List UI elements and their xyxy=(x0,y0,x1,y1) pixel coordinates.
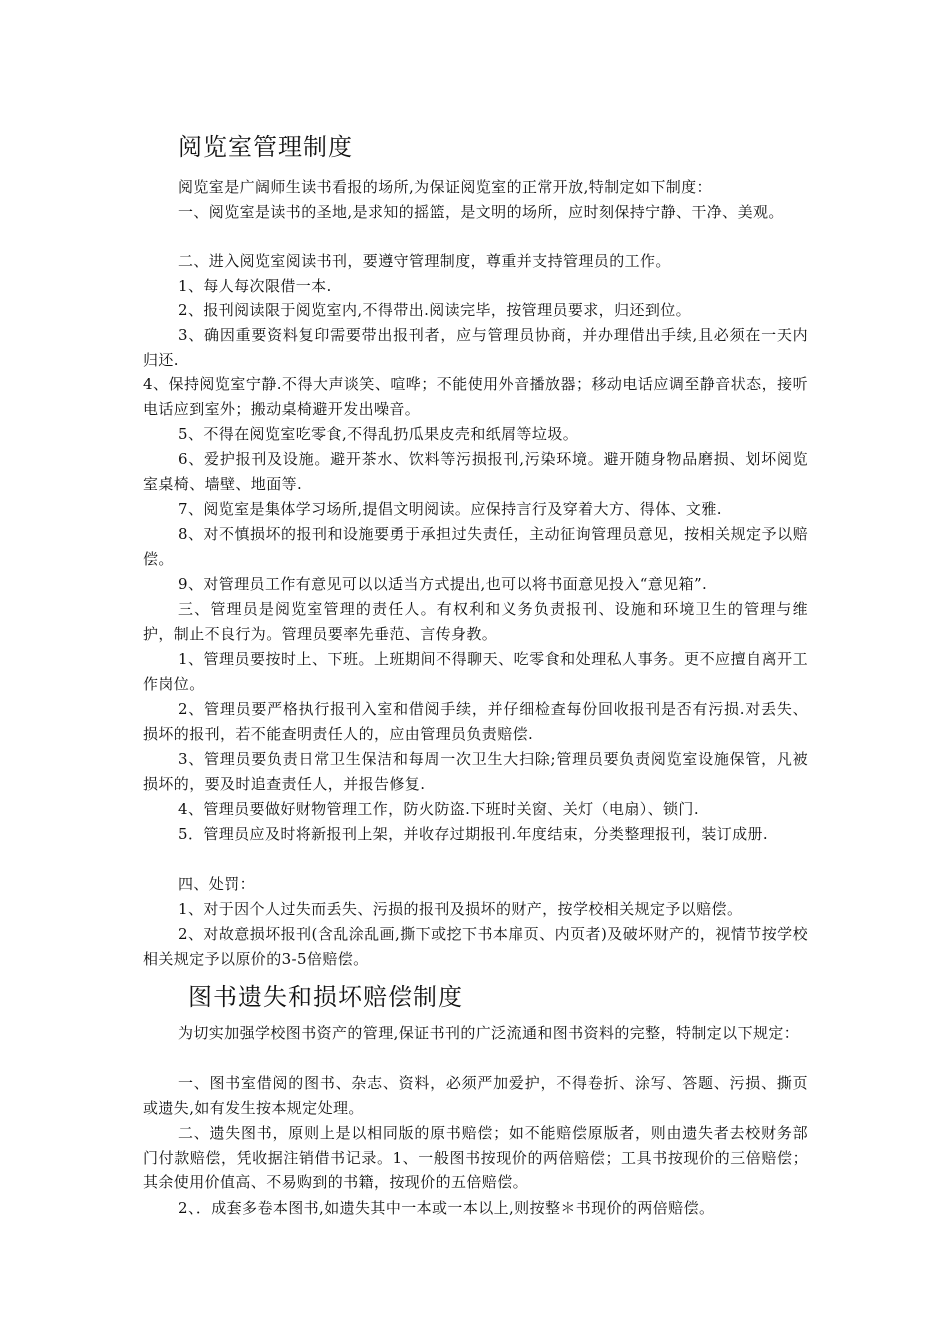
paragraph: 1、管理员要按时上、下班。上班期间不得聊天、吃零食和处理私人事务。更不应擅自离开工作岗位。 xyxy=(143,650,808,693)
paragraph: 一、图书室借阅的图书、杂志、资料，必须严加爱护，不得卷折、涂写、答题、污损、撕页或遗失,如有发生按本规定处理。 xyxy=(143,1074,808,1117)
paragraph: 三、管理员是阅览室管理的责任人。有权利和义务负责报刊、设施和环境卫生的管理与维护，制止不良行为。管理员要率先垂范、言传身教。 xyxy=(143,600,808,643)
paragraph: 2、对故意损坏报刊(含乱涂乱画,撕下或挖下书本扉页、内页者)及破坏财产的，视情节按学校相关规定予以原价的3-5倍赔偿。 xyxy=(143,925,808,968)
paragraph: 1、对于因个人过失而丢失、污损的报刊及损坏的财产，按学校相关规定予以赔偿。 xyxy=(178,900,743,918)
paragraph: 2、管理员要严格执行报刊入室和借阅手续，并仔细检查每份回收报刊是否有污损.对丢失、损坏的报刊，若不能查明责任人的，应由管理员负责赔偿. xyxy=(143,700,808,743)
paragraph: 2、报刊阅读限于阅览室内,不得带出.阅读完毕，按管理员要求，归还到位。 xyxy=(178,301,692,319)
paragraph: 5、不得在阅览室吃零食,不得乱扔瓜果皮壳和纸屑等垃圾。 xyxy=(178,425,579,443)
paragraph: 8、对不慎损坏的报刊和设施要勇于承担过失责任，主动征询管理员意见，按相关规定予以赔偿。 xyxy=(143,525,808,568)
paragraph: 6、爱护报刊及设施。避开茶水、饮料等污损报刊,污染环境。避开随身物品磨损、划坏阅览室桌椅、墙壁、地面等. xyxy=(143,450,808,493)
paragraph: 一、阅览室是读书的圣地,是求知的摇篮，是文明的场所，应时刻保持宁静、干净、美观。 xyxy=(178,203,784,221)
paragraph: 3、确因重要资料复印需要带出报刊者，应与管理员协商，并办理借出手续,且必须在一天内归还. xyxy=(143,326,808,369)
paragraph: 4、保持阅览室宁静.不得大声谈笑、喧哗；不能使用外音播放器；移动电话应调至静音状态，接听电话应到室外；搬动桌椅避开发出噪音。 xyxy=(143,375,808,418)
section-title-book-loss-compensation: 图书遗失和损坏赔偿制度 xyxy=(188,983,463,1011)
paragraph: 1、每人每次限借一本. xyxy=(178,277,332,295)
paragraph: 5．管理员应及时将新报刊上架，并收存过期报刊.年度结束，分类整理报刊，装订成册. xyxy=(178,825,769,843)
paragraph: 2、．成套多卷本图书,如遗失其中一本或一本以上,则按整＊书现价的两倍赔偿。 xyxy=(178,1199,715,1217)
section-title-reading-room: 阅览室管理制度 xyxy=(178,133,353,161)
paragraph: 4、管理员要做好财物管理工作，防火防盗.下班时关窗、关灯（电扇）、锁门. xyxy=(178,800,699,818)
paragraph: 9、对管理员工作有意见可以以适当方式提出,也可以将书面意见投入“意见箱”. xyxy=(178,575,708,593)
paragraph: 二、进入阅览室阅读书刊，要遵守管理制度，尊重并支持管理员的工作。 xyxy=(178,252,671,270)
paragraph: 四、处罚： xyxy=(178,875,256,893)
paragraph: 阅览室是广阔师生读书看报的场所,为保证阅览室的正常开放,特制定如下制度： xyxy=(178,178,712,196)
paragraph: 二、遗失图书，原则上是以相同版的原书赔偿；如不能赔偿原版者，则由遗失者去校财务部门付款赔偿，凭收据注销借书记录。1、一般图书按现价的两倍赔偿；工具书按现价的三倍赔偿；其余使用价值高、不易购到的书籍，按现价的五倍赔偿。 xyxy=(143,1124,808,1191)
paragraph: 为切实加强学校图书资产的管理,保证书刊的广泛流通和图书资料的完整，特制定以下规定： xyxy=(178,1024,800,1042)
paragraph: 7、阅览室是集体学习场所,提倡文明阅读。应保持言行及穿着大方、得体、文雅. xyxy=(178,500,722,518)
paragraph: 3、管理员要负责日常卫生保洁和每周一次卫生大扫除;管理员要负责阅览室设施保管，凡被损坏的，要及时追查责任人，并报告修复. xyxy=(143,750,808,793)
